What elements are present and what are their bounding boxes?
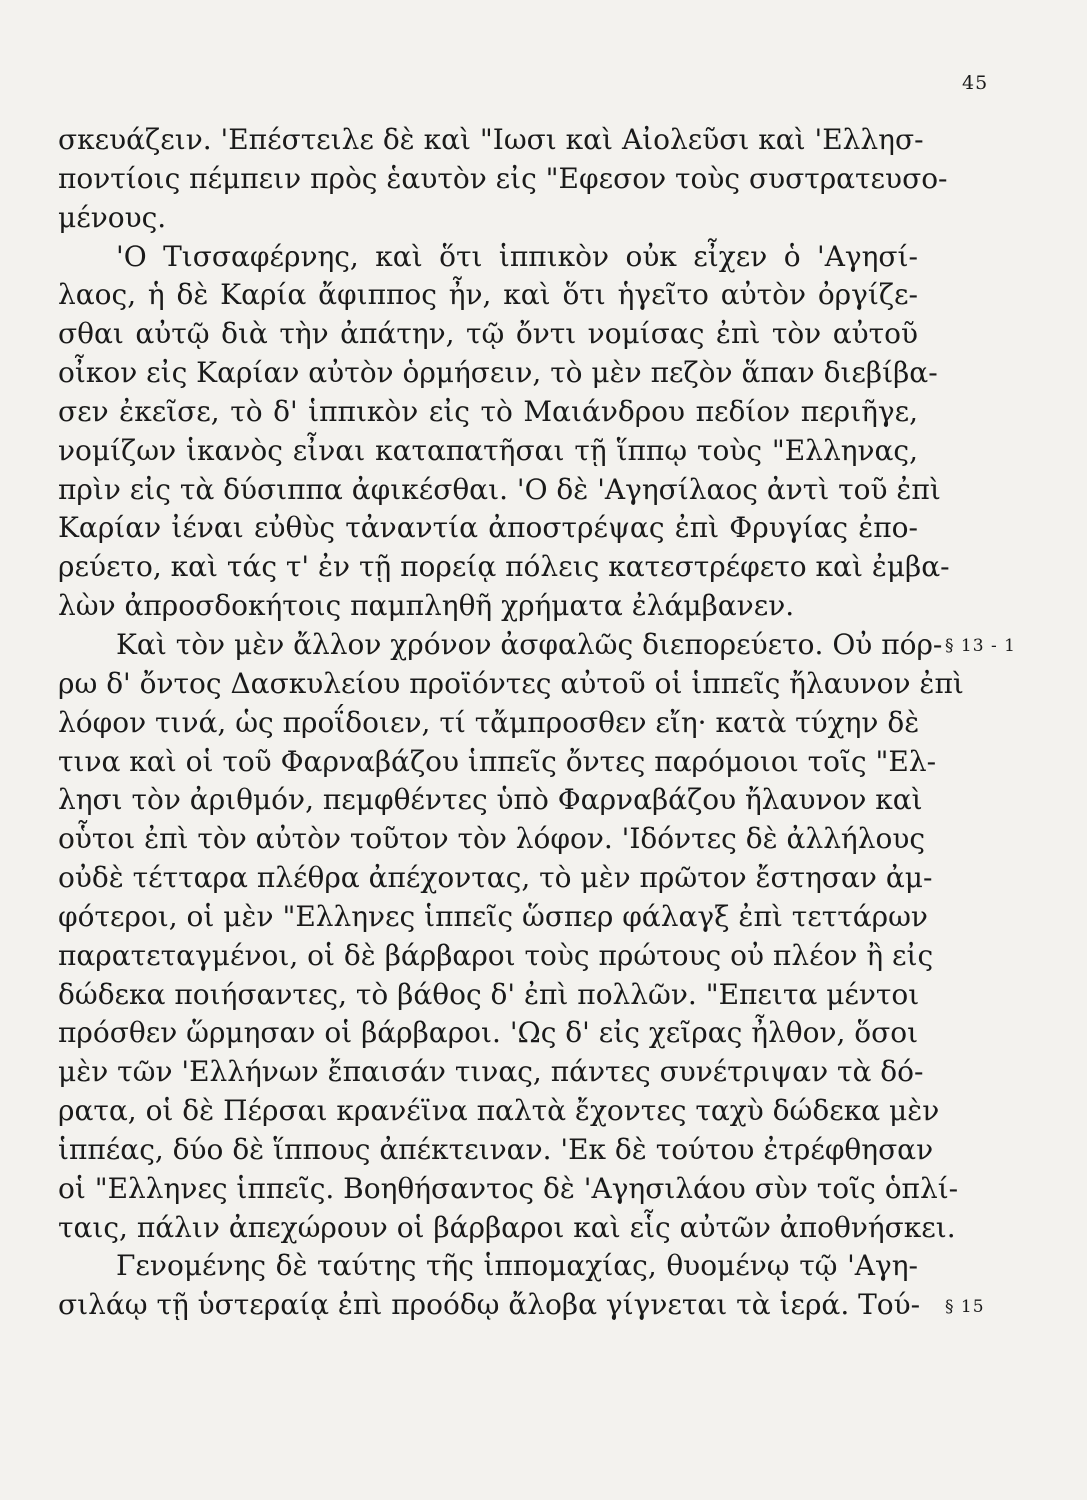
text-line: οἶκον εἰς Καρίαν αὐτὸν ὁρμήσειν, τὸ μὲν πεζὸν ἅπαν διεβίβα-: [58, 356, 938, 390]
text-line: λησι τὸν ἀριθμόν, πεμφθέντες ὑπὸ Φαρναβάζου ἤλαυνον καὶ: [58, 783, 923, 817]
text-line: σκευάζειν. 'Επέστειλε δὲ καὶ "Ιωσι καὶ Αἰολεῦσι καὶ 'Ελλησ-: [58, 123, 924, 156]
text-block: [58, 121, 964, 1325]
text-line: οἱ "Ελληνες ἱππεῖς. Βοηθήσαντος δὲ 'Αγησιλάου σὺν τοῖς ὁπλί-: [58, 1171, 959, 1205]
text-line: σθαι αὐτῷ διὰ τὴν ἀπάτην, τῷ ὄντι νομίσας ἐπὶ τὸν αὐτοῦ: [58, 317, 918, 351]
text-line: σεν ἐκεῖσε, τὸ δ' ἱππικὸν εἰς τὸ Μαιάνδρου πεδίον περιῆγε,: [58, 394, 918, 428]
text-line: ἱππέας, δύο δὲ ἵππους ἀπέκτειναν. 'Εκ δὲ τούτου ἐτρέφθησαν: [58, 1132, 934, 1166]
text-line: δώδεκα ποιήσαντες, τὸ βάθος δ' ἐπὶ πολλῶν. "Επειτα μέντοι: [58, 977, 920, 1011]
text-line: Καρίαν ἰέναι εὐθὺς τἀναντία ἀποστρέψας ἐπὶ Φρυγίας ἐπο-: [58, 511, 918, 545]
text-line: τινα καὶ οἱ τοῦ Φαρναβάζου ἱππεῖς ὄντες παρόμοιοι τοῖς "Ελ-: [58, 744, 937, 778]
text-line: πρὶν εἰς τὰ δύσιππα ἀφικέσθαι. 'Ο δὲ 'Αγησίλαος ἀντὶ τοῦ ἐπὶ: [58, 472, 941, 506]
section-marker: § 15: [945, 1296, 985, 1317]
text-line: πρόσθεν ὥρμησαν οἱ βάρβαροι. 'Ως δ' εἰς χεῖρας ἦλθον, ὅσοι: [58, 1016, 919, 1050]
page-number: 45: [962, 72, 989, 94]
text-line: οὐδὲ τέτταρα πλέθρα ἀπέχοντας, τὸ μὲν πρῶτον ἔστησαν ἀμ-: [58, 861, 933, 895]
text-line: νομίζων ἱκανὸς εἶναι καταπατῆσαι τῇ ἵππῳ τοὺς "Ελληνας,: [58, 433, 918, 467]
text-line: οὗτοι ἐπὶ τὸν αὐτὸν τοῦτον τὸν λόφον. 'Ιδόντες δὲ ἀλλήλους: [58, 822, 926, 856]
text-line: ρεύετο, καὶ τάς τ' ἐν τῇ πορείᾳ πόλεις κατεστρέφετο καὶ ἐμβα-: [58, 550, 950, 584]
text-line: παρατεταγμένοι, οἱ δὲ βάρβαροι τοὺς πρώτους οὐ πλέον ἢ εἰς: [58, 938, 934, 972]
text-line: ποντίοις πέμπειν πρὸς ἑαυτὸν εἰς "Εφεσον τοὺς συστρατευσο-: [58, 161, 948, 195]
text-line: λὼν ἀπροσδοκήτοις παμπληθῆ χρήματα ἐλάμβανεν.: [58, 589, 795, 623]
text-line: μένους.: [58, 200, 167, 234]
text-line: ρω δ' ὄντος Δασκυλείου προϊόντες αὐτοῦ οἱ ἱππεῖς ἤλαυνον ἐπὶ: [58, 666, 964, 700]
text-line: Γενομένης δὲ ταύτης τῆς ἱππομαχίας, θυομένῳ τῷ 'Αγη-: [116, 1249, 918, 1283]
text-line: λαος, ἡ δὲ Καρία ἄφιππος ἦν, καὶ ὅτι ἡγεῖτο αὐτὸν ὀργίζε-: [58, 278, 918, 312]
section-marker: § 13 - 1: [945, 636, 1016, 657]
text-line: 'Ο Τισσαφέρνης, καὶ ὅτι ἱππικὸν οὐκ εἶχεν ὁ 'Αγησί-: [116, 239, 918, 273]
text-line: λόφον τινά, ὡς προΐδοιεν, τί τἄμπροσθεν εἴη· κατὰ τύχην δὲ: [58, 705, 920, 739]
text-line: ταις, πάλιν ἀπεχώρουν οἱ βάρβαροι καὶ εἷς αὐτῶν ἀποθνήσκει.: [58, 1210, 956, 1244]
text-line: ρατα, οἱ δὲ Πέρσαι κρανέϊνα παλτὰ ἔχοντες ταχὺ δώδεκα μὲν: [58, 1094, 940, 1128]
text-line: Καὶ τὸν μὲν ἄλλον χρόνον ἀσφαλῶς διεπορεύετο. Οὐ πόρ-: [116, 627, 943, 661]
text-line: φότεροι, οἱ μὲν "Ελληνες ἱππεῖς ὥσπερ φάλαγξ ἐπὶ τεττάρων: [58, 899, 928, 933]
text-line: μὲν τῶν 'Ελλήνων ἔπαισάν τινας, πάντες συνέτριψαν τὰ δό-: [58, 1055, 924, 1089]
text-line: σιλάῳ τῇ ὑστεραίᾳ ἐπὶ προόδῳ ἄλοβα γίγνεται τὰ ἱερά. Τού-: [58, 1288, 921, 1322]
